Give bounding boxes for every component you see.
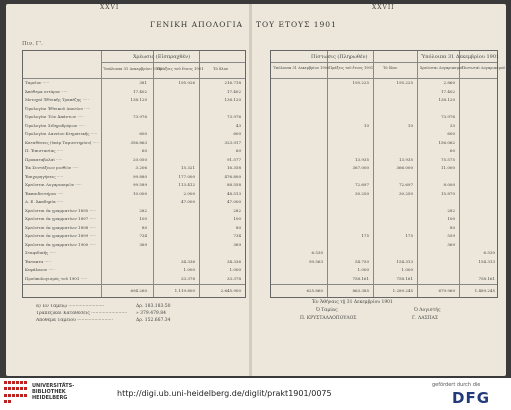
left-footer-label: α) Ἐν Ταμείῳ ························· bbox=[36, 304, 105, 309]
left-cell-balance-1900: 369 bbox=[139, 241, 147, 247]
left-row-label: Π. Ἐπιστασίας ····· bbox=[25, 148, 64, 153]
right-col-header-5: Πιστωταὶ Λογαριασμοῦ bbox=[462, 66, 506, 70]
right-cell-debtors: 282 bbox=[447, 207, 455, 213]
right-total-debtors: 679.960 bbox=[438, 288, 455, 293]
right-cell-debtors: 80 bbox=[449, 224, 455, 230]
left-col-header-3: Τὸ ὅλον bbox=[213, 66, 229, 71]
left-row-label: Ἐκ Συντάξεων μισθῶν ····· bbox=[25, 165, 79, 170]
right-cell-total: 758.161 bbox=[396, 275, 413, 281]
left-row-label: Χρεῶσται ἐκ γραμματίων 1897 ····· bbox=[25, 216, 96, 221]
left-cell-balance-1900: 60 bbox=[141, 148, 147, 153]
left-cell-transactions-1901: 113.412 bbox=[178, 182, 195, 187]
left-cell-total: 138.120 bbox=[224, 97, 241, 102]
library-line-1: UNIVERSITÄTS- bbox=[32, 383, 75, 389]
left-cell-balance-1900: 99.880 bbox=[133, 173, 147, 179]
right-group-header-1: Πίστωσις (Πληρωθέν) bbox=[311, 54, 368, 60]
right-page-number: XXVII bbox=[372, 4, 395, 11]
left-cell-transactions-1901: 195.926 bbox=[178, 80, 195, 85]
left-ledger-table bbox=[22, 50, 246, 298]
right-cell-balance-1900: 99.563 bbox=[309, 258, 323, 264]
right-cell-creditors: 154.313 bbox=[478, 258, 495, 264]
left-total-total: 2.645.900 bbox=[220, 288, 241, 293]
left-cell-balance-1900: 99.589 bbox=[133, 182, 147, 187]
left-cell-total: 34.336 bbox=[227, 258, 241, 264]
left-cell-total: 60 bbox=[235, 148, 241, 153]
left-cell-balance-1900: 10.000 bbox=[133, 190, 147, 196]
left-cell-transactions-1901: 2.000 bbox=[183, 190, 195, 196]
book-gutter bbox=[249, 4, 252, 376]
right-cell-creditors: 758.161 bbox=[478, 275, 495, 281]
left-row-label: Προϋπολογισμὸς τοῦ 1901 ····· bbox=[25, 275, 88, 281]
dfg-logo: DFG bbox=[452, 389, 491, 407]
right-cell-debtors: 15.870 bbox=[441, 190, 455, 196]
right-cell-transactions-1901: 758.161 bbox=[352, 275, 369, 281]
left-cell-balance-1900: 3.206 bbox=[135, 165, 147, 170]
right-cell-debtors: 33 bbox=[449, 122, 455, 128]
left-cell-balance-1900: 17.402 bbox=[133, 88, 147, 94]
left-cell-total: 43 bbox=[235, 122, 241, 128]
left-cell-transactions-1901: 34.336 bbox=[181, 258, 195, 264]
footer-role-left: Ὁ Ταμίας bbox=[316, 308, 338, 313]
table-reference: Πιν. Γ'. bbox=[22, 41, 43, 47]
left-cell-total: 100 bbox=[233, 216, 241, 221]
left-footer-value: Δρ. 183.183.50 bbox=[136, 304, 171, 309]
right-cell-total: 195.225 bbox=[396, 80, 413, 85]
left-cell-total: 369 bbox=[233, 241, 241, 247]
left-row-label: Ἀπόθεμα σιτάρια ····· bbox=[25, 88, 68, 94]
right-cell-debtors: 17.402 bbox=[441, 88, 455, 94]
left-cell-total: 216.718 bbox=[224, 80, 241, 85]
right-total-creditors: 1.489.245 bbox=[474, 288, 495, 293]
left-cell-total: 1.000 bbox=[229, 267, 241, 272]
library-name bbox=[32, 383, 74, 401]
right-cell-debtors: 8.000 bbox=[443, 182, 455, 187]
left-cell-balance-1900: 356.863 bbox=[130, 139, 147, 145]
right-cell-transactions-1901: 30.250 bbox=[355, 190, 369, 196]
right-cell-transactions-1901: 175 bbox=[361, 233, 369, 238]
right-cell-transactions-1901: 72.697 bbox=[355, 182, 369, 187]
left-cell-total: 33.378 bbox=[227, 275, 241, 281]
left-row-label: Ἐκτακτα ····· bbox=[25, 258, 51, 264]
left-cell-balance-1900: 381 bbox=[139, 80, 147, 85]
right-col-header-1: Ὑπόλοιπα 31 Δεκεμβρίου 1900 bbox=[273, 66, 330, 70]
left-row-label: Χρεῶσται ἐκ γραμματίων 1900 ····· bbox=[25, 241, 96, 247]
left-row-label: Καταθέσεις (ὑπὲρ Ταμιευτηρίου) ····· bbox=[25, 139, 99, 145]
title-left: ΓΕΝΙΚΗ ΑΠΟΛΟΓΙΑ bbox=[150, 20, 243, 29]
right-cell-transactions-1901: 1.000 bbox=[357, 267, 369, 272]
right-group-header-2: Ὑπόλοιπα 31 Δεκεμβρίου 1901 bbox=[421, 54, 500, 60]
left-row-label: Ὁμολογίαι Δανείου Κτηματικῆς ····· bbox=[25, 131, 98, 136]
left-cell-balance-1900: 80 bbox=[141, 224, 147, 230]
left-cell-total: 600 bbox=[233, 131, 241, 136]
right-cell-transactions-1901: 54.750 bbox=[355, 258, 369, 264]
left-footer-label: Ἀπόθεμα Ταμείου ························· bbox=[36, 318, 114, 323]
left-cell-transactions-1901: 1.000 bbox=[183, 267, 195, 272]
right-cell-total: 154.313 bbox=[396, 258, 413, 264]
left-cell-balance-1900: 282 bbox=[139, 207, 147, 213]
left-footer-value: Δρ. 152.667.34 bbox=[136, 318, 171, 323]
left-row-label: Προκαταβολαὶ ····· bbox=[25, 156, 63, 162]
title-right: ΤΟΥ ΕΤΟΥΣ 1901 bbox=[256, 20, 337, 29]
right-cell-balance-1900: 6.530 bbox=[311, 250, 323, 255]
right-cell-debtors: 156.062 bbox=[438, 139, 455, 145]
right-cell-total: 30.250 bbox=[399, 190, 413, 196]
library-line-2: BIBLIOTHEK bbox=[32, 389, 66, 395]
left-cell-balance-1900: 734 bbox=[139, 233, 147, 238]
left-page-number: XXVI bbox=[100, 4, 120, 11]
left-cell-total: 476.800 bbox=[224, 173, 241, 179]
left-row-label: Κεφάλαιον ····· bbox=[25, 267, 55, 272]
left-row-label: Χρεῶσται ἐκ γραμματίων 1899 ····· bbox=[25, 233, 96, 238]
left-cell-total: 323.917 bbox=[224, 139, 241, 145]
left-cell-total: 282 bbox=[233, 207, 241, 213]
left-cell-balance-1900: 138.120 bbox=[130, 97, 147, 102]
permalink-url[interactable]: http://digi.ub.uni-heidelberg.de/diglit/prakt1901/0075 bbox=[117, 389, 332, 398]
left-row-label: Χρεῶσται ἐκ γραμματίων 1895 ····· bbox=[25, 207, 96, 213]
right-col-header-2: Πράξεις τοῦ ἔτους 1901 bbox=[329, 66, 374, 70]
left-cell-total: 734 bbox=[233, 233, 241, 238]
left-cell-total: 73.976 bbox=[227, 114, 241, 119]
right-cell-transactions-1901: 367.000 bbox=[352, 165, 369, 170]
left-row-label: Χρεῶσται ἐκ γραμματίων 1898 ····· bbox=[25, 224, 96, 230]
left-footer-value: » 379.479.84 bbox=[136, 311, 166, 316]
left-cell-transactions-1901: 177.000 bbox=[178, 173, 195, 179]
left-row-label: Ὁμολογίαι Τῶν Ἀπάντων ····· bbox=[25, 114, 84, 119]
funded-by-label: gefördert durch die bbox=[432, 382, 481, 388]
right-cell-total: 175 bbox=[405, 233, 413, 238]
left-row-label: Ὁμολογίαι Ἐθνικοῦ Δανείου ····· bbox=[25, 105, 91, 111]
right-cell-total: 1.000 bbox=[401, 267, 413, 272]
right-cell-total: 10 bbox=[407, 122, 413, 128]
right-cell-transactions-1901: 195.225 bbox=[352, 80, 369, 85]
right-cell-debtors: 138.120 bbox=[438, 97, 455, 102]
footer-name-right: Γ. ΛΑΣΠΑΣ bbox=[412, 316, 439, 321]
left-cell-balance-1900: 600 bbox=[139, 131, 147, 136]
right-col-header-4: Χρεῶσται Λογαριασμοῦ bbox=[420, 66, 464, 70]
right-cell-debtors: 600 bbox=[447, 131, 455, 136]
right-cell-debtors: 2.860 bbox=[443, 80, 455, 85]
left-cell-transactions-1901: 15.321 bbox=[181, 165, 195, 170]
right-cell-debtors: 11.000 bbox=[441, 165, 455, 170]
left-row-label: Σταφιδικῆς ····· bbox=[25, 250, 56, 255]
left-total-transactions-1901: 1.119.800 bbox=[174, 288, 195, 293]
left-total-balance-1900: 694.260 bbox=[130, 288, 147, 293]
left-cell-transactions-1901: 47.000 bbox=[181, 199, 195, 204]
footer-name-left: Π. ΚΡΥΣΤΑΛΛΟΠΟΥΛΟΣ bbox=[300, 316, 357, 321]
left-row-label: Ταμεῖον ····· bbox=[25, 80, 50, 85]
left-row-label: Ὁμολογίαι Σιδηροδρόμων ····· bbox=[25, 122, 85, 128]
library-line-3: HEIDELBERG bbox=[32, 395, 68, 401]
footer-role-right: Ὁ Λογιστής bbox=[414, 308, 441, 313]
right-cell-transactions-1901: 13.935 bbox=[355, 156, 369, 162]
right-ledger-table bbox=[270, 50, 506, 298]
right-col-header-3: Τὸ ὅλον bbox=[383, 66, 398, 70]
right-total-total: 1.289.245 bbox=[392, 288, 413, 293]
left-cell-total: 16.358 bbox=[227, 165, 241, 170]
right-cell-transactions-1901: 10 bbox=[363, 122, 369, 128]
left-footer-label: Τραπεζικαὶ Καταθέσεις ························· bbox=[36, 311, 128, 316]
right-cell-debtors: 559 bbox=[447, 233, 455, 238]
left-cell-transactions-1901: 33.378 bbox=[181, 275, 195, 281]
left-col-header-1: Ὑπόλοιπα 31 Δεκεμβρίου 1900 bbox=[103, 66, 163, 71]
right-cell-debtors: 73.976 bbox=[441, 114, 455, 119]
right-total-balance-1900: 625.860 bbox=[306, 288, 323, 293]
right-cell-total: 13.935 bbox=[399, 156, 413, 162]
right-cell-total: 72.697 bbox=[399, 182, 413, 187]
footer-place-date: Ἐν Ἀθήναις τῇ 31 Δεκεμβρίου 1901 bbox=[312, 300, 393, 305]
left-row-label: Μετοχαὶ Ἐθνικῆς Τραπέζης ····· bbox=[25, 97, 89, 102]
right-cell-total: 366.000 bbox=[396, 165, 413, 170]
right-cell-debtors: 369 bbox=[447, 241, 455, 247]
left-cell-total: 91.577 bbox=[227, 156, 241, 162]
university-logo-icon bbox=[4, 381, 30, 405]
left-cell-total: 47.000 bbox=[227, 199, 241, 204]
right-total-transactions-1901: 863.385 bbox=[352, 288, 369, 293]
left-cell-balance-1900: 73.976 bbox=[133, 114, 147, 119]
left-cell-total: 17.402 bbox=[227, 88, 241, 94]
left-cell-balance-1900: 100 bbox=[139, 216, 147, 221]
right-cell-debtors: 75.575 bbox=[441, 156, 455, 162]
left-cell-total: 88.558 bbox=[227, 182, 241, 187]
left-cell-total: 80 bbox=[235, 224, 241, 230]
left-cell-balance-1900: 20.050 bbox=[133, 156, 147, 162]
right-cell-debtors: 100 bbox=[447, 216, 455, 221]
right-cell-debtors: 60 bbox=[449, 148, 455, 153]
left-row-label: Ἐπιχορηγήσεις ····· bbox=[25, 173, 64, 179]
left-cell-total: 48.513 bbox=[227, 190, 241, 196]
left-row-label: Χρεῶσται Λογαριασμῶν ····· bbox=[25, 182, 82, 187]
left-col-header-2: Πράξεις τοῦ ἔτους 1901 bbox=[157, 66, 204, 71]
left-row-label: Ἐκπαιδευτήρια ····· bbox=[25, 190, 64, 196]
right-cell-creditors: 6.530 bbox=[483, 250, 495, 255]
left-group-header: Χρέωσις (Εἰσπραχθέν) bbox=[133, 54, 191, 60]
left-row-label: Δ. Ε. Ἀκαδημία ····· bbox=[25, 199, 64, 204]
